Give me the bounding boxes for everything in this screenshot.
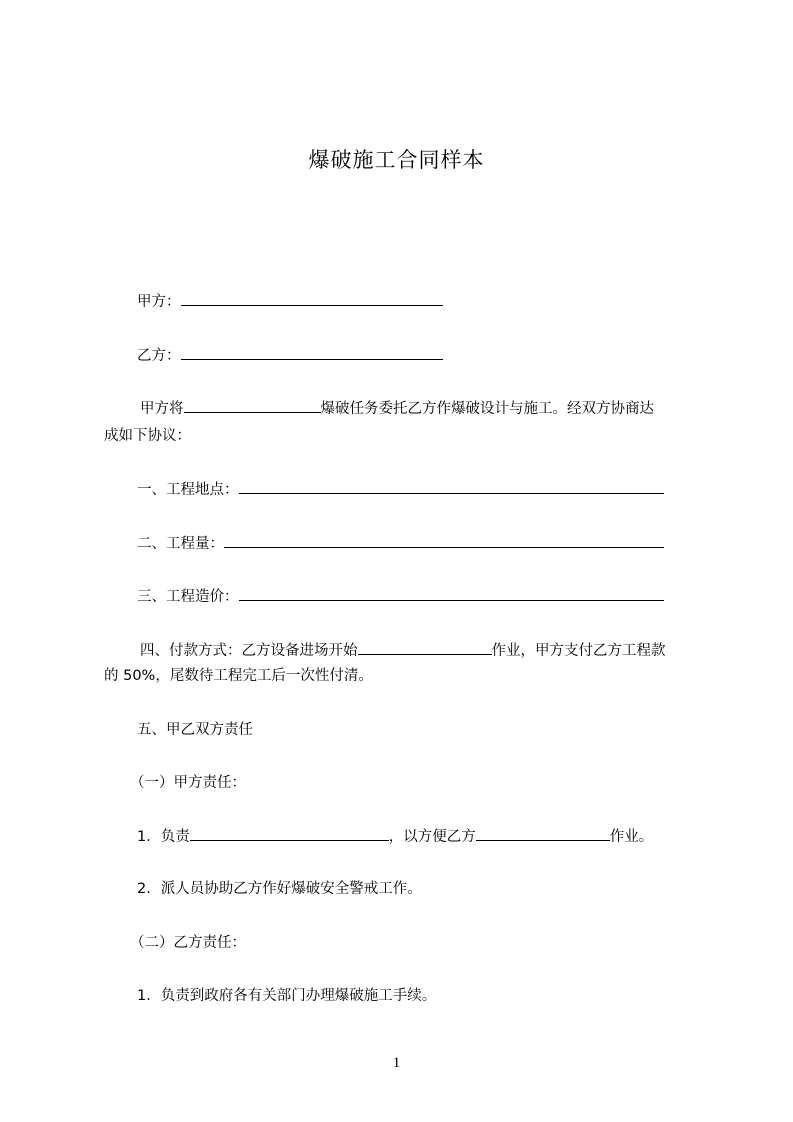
party-b-duty-1: 1．负责到政府各有关部门办理爆破施工手续。 (137, 988, 437, 1004)
intro-line-1 (140, 398, 654, 419)
duty1-blank-2[interactable] (476, 826, 610, 841)
party-b-blank[interactable] (181, 345, 443, 360)
item2-label: 二、工程量： (137, 536, 224, 552)
item1-line (137, 479, 664, 500)
item4-blank[interactable] (358, 640, 492, 655)
party-a-label: 甲方： (137, 294, 181, 310)
party-b-label: 乙方： (137, 348, 181, 364)
intro-line-2: 成如下协议： (104, 428, 191, 444)
party-a-blank[interactable] (181, 291, 443, 306)
item1-label: 一、工程地点： (137, 482, 239, 498)
item4-line-2: 的 50%，尾数待工程完工后一次性付清。 (104, 668, 373, 684)
item3-line (137, 586, 664, 607)
duty1-prefix: 1．负责 (137, 829, 190, 845)
item1-blank[interactable] (239, 479, 664, 494)
page-number: 1 (392, 1055, 401, 1071)
item3-label: 三、工程造价： (137, 589, 239, 605)
intro-blank[interactable] (184, 398, 321, 413)
item5-heading: 五、甲乙双方责任 (137, 722, 253, 738)
item2-blank[interactable] (224, 533, 664, 548)
duty1-suffix: 作业。 (609, 829, 654, 845)
item4-suffix: 作业，甲方支付乙方工程款 (491, 643, 666, 659)
party-a-duty-2: 2．派人员协助乙方作好爆破安全警戒工作。 (137, 881, 422, 897)
party-b-duties-heading: （二）乙方责任： (130, 935, 246, 951)
duty1-blank-1[interactable] (190, 826, 389, 841)
item4-line-1 (140, 640, 666, 661)
item3-blank[interactable] (239, 586, 664, 601)
party-a-line (137, 291, 443, 312)
duty1-middle: ，以方便乙方 (388, 829, 476, 845)
page-title: 爆破施工合同样本 (308, 148, 485, 172)
item2-line (137, 533, 664, 554)
intro-prefix: 甲方将 (140, 401, 184, 417)
party-b-line (137, 345, 443, 366)
item4-prefix: 四、付款方式：乙方设备进场开始 (140, 643, 358, 659)
party-a-duties-heading: （一）甲方责任： (130, 775, 246, 791)
intro-suffix: 爆破任务委托乙方作爆破设计与施工。经双方协商达 (320, 401, 654, 417)
party-a-duty-1 (137, 826, 653, 847)
